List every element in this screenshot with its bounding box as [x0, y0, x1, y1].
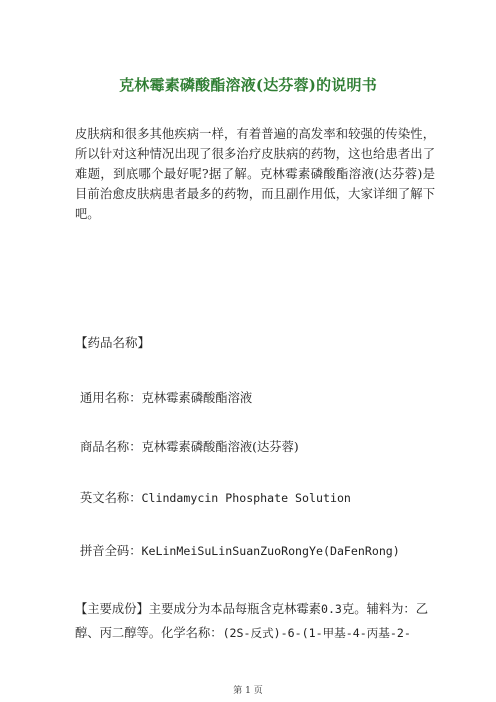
pinyin-value: KeLinMeiSuLinSuanZuoRongYe(DaFenRong) [141, 544, 400, 558]
main-ingredients-text-1: 主要成分为本品每瓶含克林霉素 [148, 602, 321, 616]
chemical-name: (2S-反式)-6-(1-甲基-4-丙基-2- [222, 626, 411, 640]
main-ingredients-paragraph [75, 597, 437, 645]
common-name-row [80, 388, 252, 406]
common-name-label: 通用名称： [80, 391, 142, 405]
english-name-row [80, 488, 351, 506]
intro-paragraph: 皮肤病和很多其他疾病一样，有着普遍的高发率和较强的传染性，所以针对这种情况出现了很多治疗皮肤病的药物，这也给患者出了难题，到底哪个最好呢?据了解。克林霉素磷酸酯溶液(达芬蓉)是目前治愈皮肤病患者最多的药物，而且副作用低，大家详细了解下吧。 [75, 127, 435, 221]
document-title: 克林霉素磷酸酯溶液(达芬蓉)的说明书 [119, 76, 377, 94]
english-name-value: Clindamycin Phosphate Solution [141, 491, 351, 505]
main-ingredients-text-2: 克。辅料为：乙醇、丙二醇等。化学名称： [75, 602, 429, 640]
main-ingredients-heading: 【主要成份】 [75, 602, 149, 616]
pinyin-label: 拼音全码： [80, 544, 142, 558]
trade-name-row [80, 437, 299, 455]
common-name-value: 克林霉素磷酸酯溶液 [141, 391, 253, 405]
english-name-label: 英文名称： [80, 491, 142, 505]
trade-name-label: 商品名称： [80, 440, 142, 454]
trade-name-value: 克林霉素磷酸酯溶液(达芬蓉) [141, 440, 299, 454]
drug-name-heading: 【药品名称】 [75, 335, 151, 350]
page-number: 第 1 页 [233, 686, 263, 696]
pinyin-row [80, 541, 400, 559]
main-ingredients-amount: 0.3 [320, 602, 342, 616]
